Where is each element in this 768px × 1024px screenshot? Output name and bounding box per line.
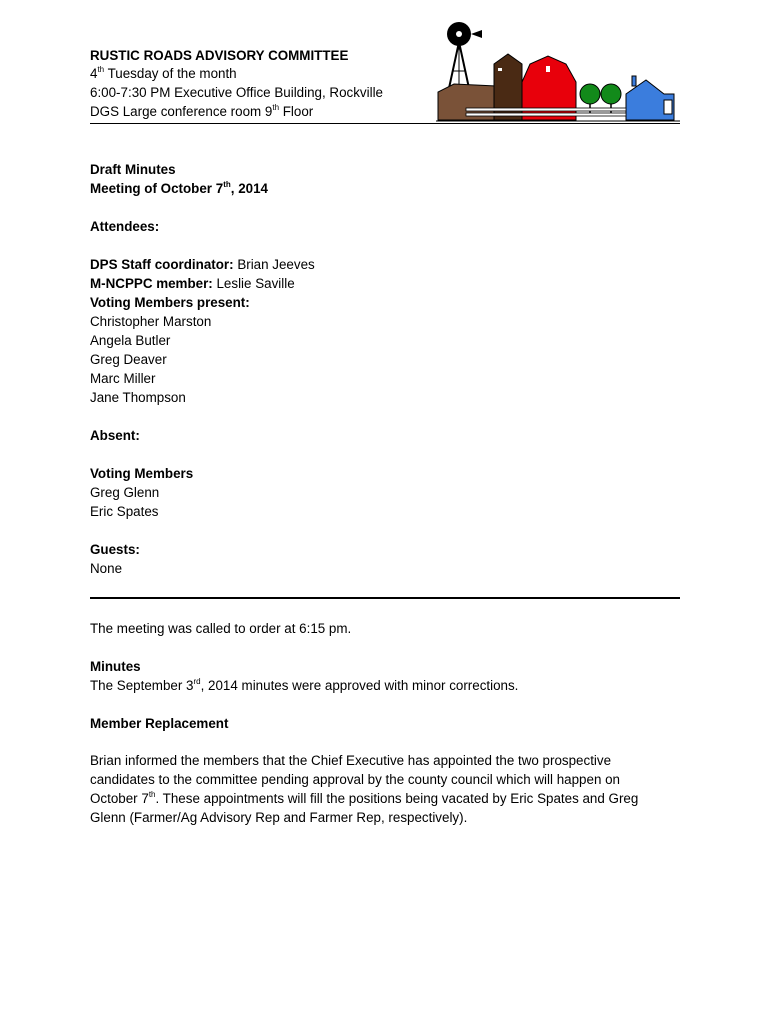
draft-minutes-label: Draft Minutes (90, 162, 176, 177)
replacement-paragraph-line: October 7th. These appointments will fill the positions being vacated by Eric Spates and Greg (90, 789, 639, 806)
replacement-paragraph-line: Glenn (Farmer/Ag Advisory Rep and Farmer Rep, respectively). (90, 810, 468, 825)
replacement-paragraph-line: candidates to the committee pending approval by the county council which will happen on (90, 772, 621, 787)
voting-member: Christopher Marston (90, 314, 212, 329)
dps-coordinator: DPS Staff coordinator: Brian Jeeves (90, 257, 315, 272)
voting-member: Greg Deaver (90, 352, 167, 367)
absent-member: Eric Spates (90, 504, 159, 519)
replacement-paragraph-line: Brian informed the members that the Chief Executive has appointed the two prospective (90, 753, 612, 768)
mncppc-member: M-NCPPC member: Leslie Saville (90, 276, 295, 291)
absent-voting-members-label: Voting Members (90, 466, 194, 481)
farm-scene-icon (436, 16, 680, 122)
section-rule (90, 597, 680, 599)
minutes-heading: Minutes (90, 659, 141, 674)
voting-member: Jane Thompson (90, 390, 186, 405)
header-rule (90, 123, 680, 124)
absent-heading: Absent: (90, 428, 140, 443)
attendees-heading: Attendees: (90, 219, 160, 234)
voting-members-present-label: Voting Members present: (90, 295, 250, 310)
meeting-date: Meeting of October 7th, 2014 (90, 179, 268, 196)
guests-heading: Guests: (90, 542, 140, 557)
meeting-time-location: 6:00-7:30 PM Executive Office Building, Rockville (90, 85, 383, 100)
meeting-schedule: 4th Tuesday of the month (90, 64, 237, 81)
minutes-approval: The September 3rd, 2014 minutes were approved with minor corrections. (90, 676, 519, 693)
call-to-order: The meeting was called to order at 6:15 pm. (90, 621, 352, 636)
voting-member: Angela Butler (90, 333, 171, 348)
guests-value: None (90, 561, 123, 576)
meeting-room: DGS Large conference room 9th Floor (90, 102, 314, 119)
voting-member: Marc Miller (90, 371, 156, 386)
member-replacement-heading: Member Replacement (90, 716, 229, 731)
absent-member: Greg Glenn (90, 485, 160, 500)
committee-name: RUSTIC ROADS ADVISORY COMMITTEE (90, 48, 349, 63)
